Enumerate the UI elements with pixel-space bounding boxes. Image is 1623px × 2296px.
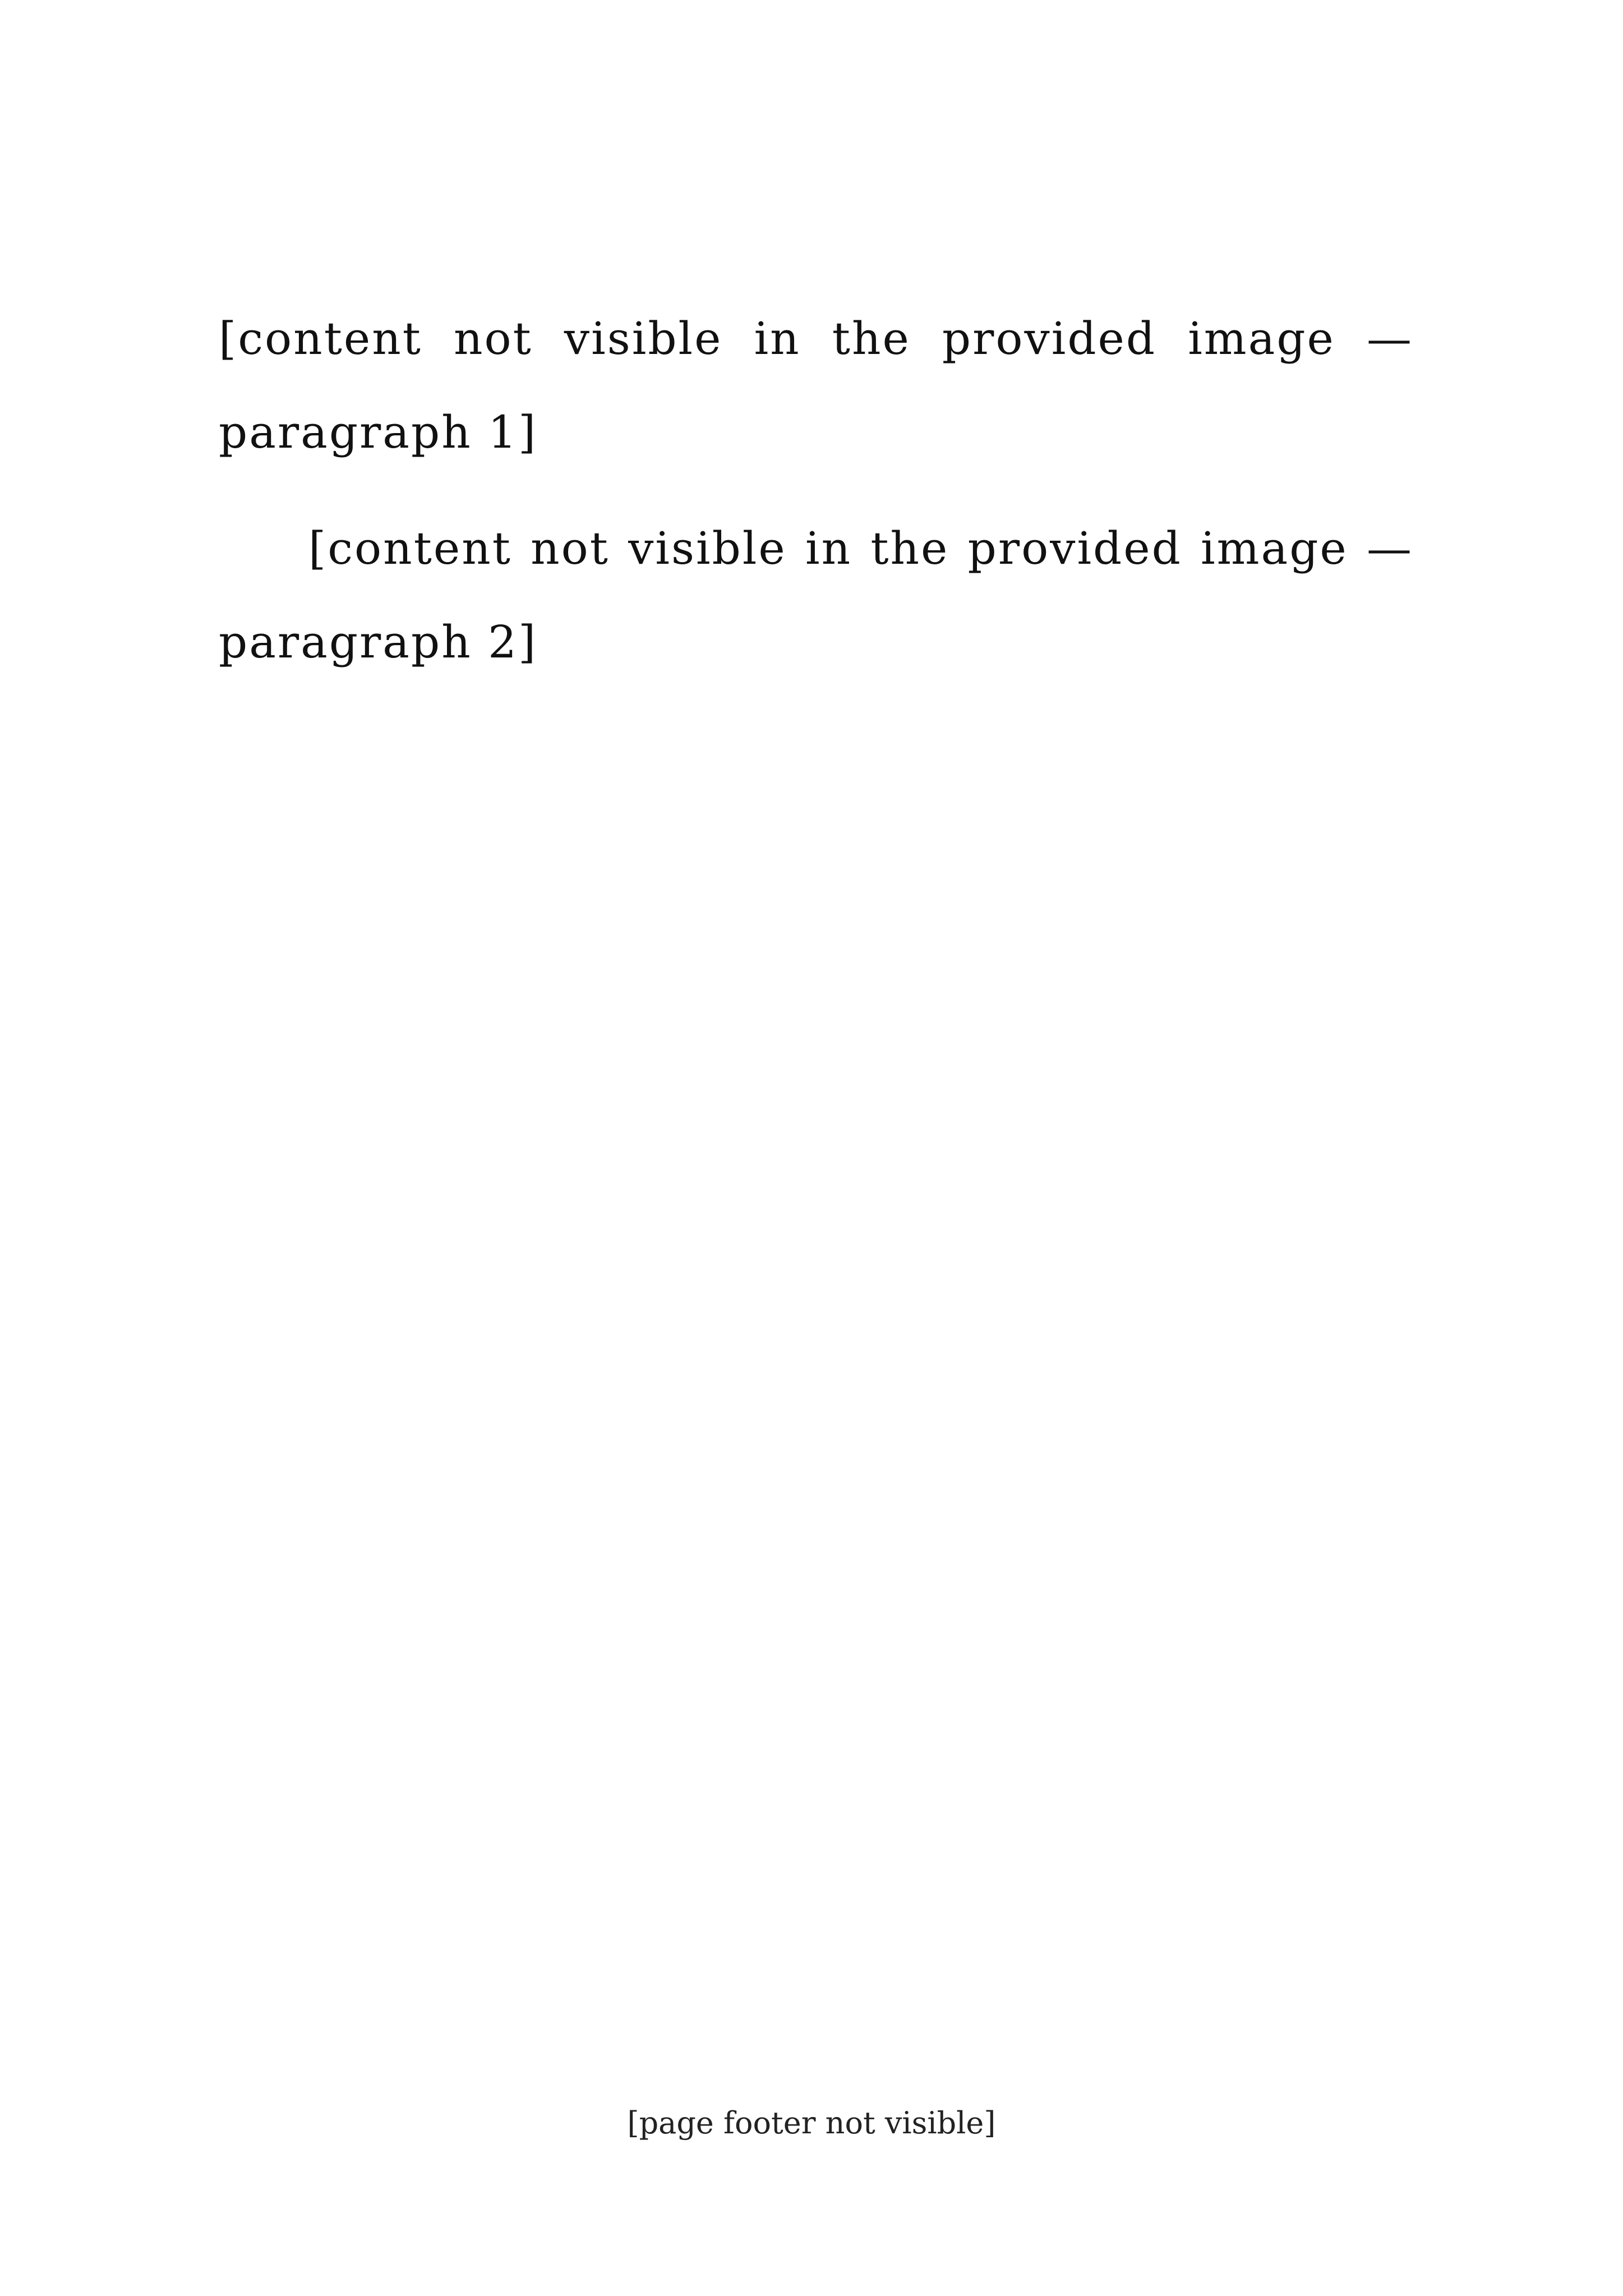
paragraph-2: [content not visible in the provided image — paragraph 2] bbox=[219, 522, 1413, 668]
paragraph-1: [content not visible in the provided image — paragraph 1] bbox=[219, 312, 1413, 458]
page-number-footer: [page footer not visible] bbox=[627, 2105, 996, 2141]
document-body bbox=[219, 292, 1413, 711]
